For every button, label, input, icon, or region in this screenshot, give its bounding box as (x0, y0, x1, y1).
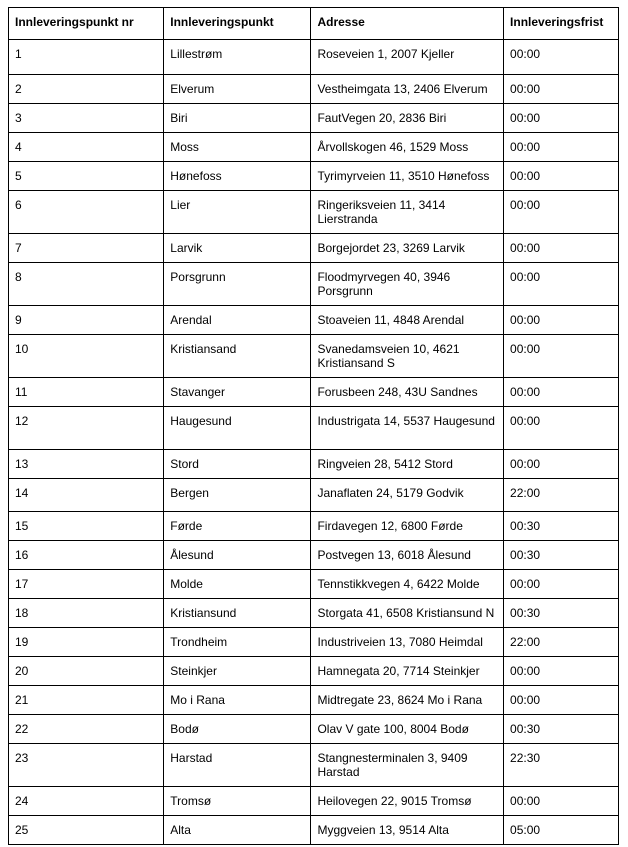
point-number-cell: 8 (9, 263, 164, 306)
point-number-cell: 2 (9, 75, 164, 104)
point-name-cell: Bergen (164, 479, 311, 512)
deadline-cell: 00:00 (504, 450, 619, 479)
delivery-points-table (8, 7, 619, 845)
point-number-cell: 7 (9, 234, 164, 263)
deadline-cell: 00:00 (504, 191, 619, 234)
point-name-cell: Biri (164, 104, 311, 133)
deadline-cell: 00:00 (504, 570, 619, 599)
point-number-cell: 12 (9, 407, 164, 450)
table-row (9, 191, 619, 234)
table-row (9, 306, 619, 335)
deadline-cell: 00:30 (504, 715, 619, 744)
deadline-cell: 00:00 (504, 133, 619, 162)
point-name-cell: Elverum (164, 75, 311, 104)
point-name-cell: Kristiansand (164, 335, 311, 378)
point-number-cell: 23 (9, 744, 164, 787)
deadline-cell: 00:30 (504, 599, 619, 628)
deadline-cell: 00:00 (504, 378, 619, 407)
deadline-cell: 00:00 (504, 263, 619, 306)
point-number-cell: 9 (9, 306, 164, 335)
point-number-cell: 4 (9, 133, 164, 162)
table-row (9, 40, 619, 75)
deadline-cell: 00:00 (504, 306, 619, 335)
table-row (9, 450, 619, 479)
table-row (9, 787, 619, 816)
deadline-cell: 00:30 (504, 512, 619, 541)
table-row (9, 133, 619, 162)
deadline-cell: 22:00 (504, 479, 619, 512)
deadline-cell: 22:00 (504, 628, 619, 657)
table-row (9, 599, 619, 628)
point-number-cell: 16 (9, 541, 164, 570)
table-row (9, 75, 619, 104)
point-number-cell: 10 (9, 335, 164, 378)
address-cell: Postvegen 13, 6018 Ålesund (311, 541, 504, 570)
deadline-cell: 22:30 (504, 744, 619, 787)
table-row (9, 234, 619, 263)
deadline-cell: 00:00 (504, 162, 619, 191)
point-number-cell: 13 (9, 450, 164, 479)
address-cell: Tyrimyrveien 11, 3510 Hønefoss (311, 162, 504, 191)
address-cell: Svanedamsveien 10, 4621 Kristiansand S (311, 335, 504, 378)
point-name-cell: Stavanger (164, 378, 311, 407)
table-row (9, 657, 619, 686)
point-name-cell: Trondheim (164, 628, 311, 657)
point-name-cell: Førde (164, 512, 311, 541)
table-row (9, 512, 619, 541)
address-cell: Ringeriksveien 11, 3414 Lierstranda (311, 191, 504, 234)
address-cell: Vestheimgata 13, 2406 Elverum (311, 75, 504, 104)
table-row (9, 744, 619, 787)
deadline-cell: 00:00 (504, 335, 619, 378)
address-cell: Olav V gate 100, 8004 Bodø (311, 715, 504, 744)
table-row (9, 378, 619, 407)
point-name-cell: Larvik (164, 234, 311, 263)
address-cell: Midtregate 23, 8624 Mo i Rana (311, 686, 504, 715)
point-number-cell: 19 (9, 628, 164, 657)
table-row (9, 686, 619, 715)
point-number-cell: 24 (9, 787, 164, 816)
address-cell: Janaflaten 24, 5179 Godvik (311, 479, 504, 512)
point-number-cell: 15 (9, 512, 164, 541)
address-cell: Myggveien 13, 9514 Alta (311, 816, 504, 845)
address-cell: Forusbeen 248, 43U Sandnes (311, 378, 504, 407)
table-row (9, 570, 619, 599)
point-name-cell: Lier (164, 191, 311, 234)
header-point-number: Innleveringspunkt nr (9, 8, 164, 40)
point-name-cell: Moss (164, 133, 311, 162)
address-cell: Stangnesterminalen 3, 9409 Harstad (311, 744, 504, 787)
point-number-cell: 1 (9, 40, 164, 75)
point-number-cell: 25 (9, 816, 164, 845)
point-number-cell: 14 (9, 479, 164, 512)
header-address: Adresse (311, 8, 504, 40)
deadline-cell: 00:00 (504, 686, 619, 715)
table-row (9, 335, 619, 378)
deadline-cell: 00:00 (504, 40, 619, 75)
address-cell: Hamnegata 20, 7714 Steinkjer (311, 657, 504, 686)
table-row (9, 541, 619, 570)
point-number-cell: 21 (9, 686, 164, 715)
point-name-cell: Bodø (164, 715, 311, 744)
address-cell: Industriveien 13, 7080 Heimdal (311, 628, 504, 657)
point-name-cell: Kristiansund (164, 599, 311, 628)
table-row (9, 715, 619, 744)
header-deadline: Innleveringsfrist (504, 8, 619, 40)
point-number-cell: 3 (9, 104, 164, 133)
point-name-cell: Haugesund (164, 407, 311, 450)
table-header-row (9, 8, 619, 40)
table-row (9, 162, 619, 191)
address-cell: Storgata 41, 6508 Kristiansund N (311, 599, 504, 628)
point-name-cell: Hønefoss (164, 162, 311, 191)
address-cell: Floodmyrvegen 40, 3946 Porsgrunn (311, 263, 504, 306)
address-cell: Heilovegen 22, 9015 Tromsø (311, 787, 504, 816)
point-number-cell: 18 (9, 599, 164, 628)
deadline-cell: 00:00 (504, 407, 619, 450)
point-name-cell: Alta (164, 816, 311, 845)
table-row (9, 816, 619, 845)
deadline-cell: 00:30 (504, 541, 619, 570)
deadline-cell: 00:00 (504, 234, 619, 263)
deadline-cell: 00:00 (504, 787, 619, 816)
address-cell: Roseveien 1, 2007 Kjeller (311, 40, 504, 75)
point-name-cell: Arendal (164, 306, 311, 335)
point-name-cell: Steinkjer (164, 657, 311, 686)
address-cell: Firdavegen 12, 6800 Førde (311, 512, 504, 541)
deadline-cell: 05:00 (504, 816, 619, 845)
address-cell: Industrigata 14, 5537 Haugesund (311, 407, 504, 450)
point-number-cell: 22 (9, 715, 164, 744)
point-number-cell: 6 (9, 191, 164, 234)
point-number-cell: 11 (9, 378, 164, 407)
point-number-cell: 20 (9, 657, 164, 686)
point-name-cell: Harstad (164, 744, 311, 787)
table-row (9, 479, 619, 512)
table-row (9, 263, 619, 306)
point-number-cell: 17 (9, 570, 164, 599)
deadline-cell: 00:00 (504, 104, 619, 133)
address-cell: Årvollskogen 46, 1529 Moss (311, 133, 504, 162)
point-name-cell: Mo i Rana (164, 686, 311, 715)
point-name-cell: Stord (164, 450, 311, 479)
deadline-cell: 00:00 (504, 657, 619, 686)
point-number-cell: 5 (9, 162, 164, 191)
address-cell: Tennstikkvegen 4, 6422 Molde (311, 570, 504, 599)
point-name-cell: Ålesund (164, 541, 311, 570)
header-point-name: Innleveringspunkt (164, 8, 311, 40)
point-name-cell: Tromsø (164, 787, 311, 816)
address-cell: FautVegen 20, 2836 Biri (311, 104, 504, 133)
address-cell: Borgejordet 23, 3269 Larvik (311, 234, 504, 263)
address-cell: Stoaveien 11, 4848 Arendal (311, 306, 504, 335)
point-name-cell: Lillestrøm (164, 40, 311, 75)
table-row (9, 104, 619, 133)
deadline-cell: 00:00 (504, 75, 619, 104)
table-row (9, 628, 619, 657)
point-name-cell: Molde (164, 570, 311, 599)
address-cell: Ringveien 28, 5412 Stord (311, 450, 504, 479)
point-name-cell: Porsgrunn (164, 263, 311, 306)
table-row (9, 407, 619, 450)
